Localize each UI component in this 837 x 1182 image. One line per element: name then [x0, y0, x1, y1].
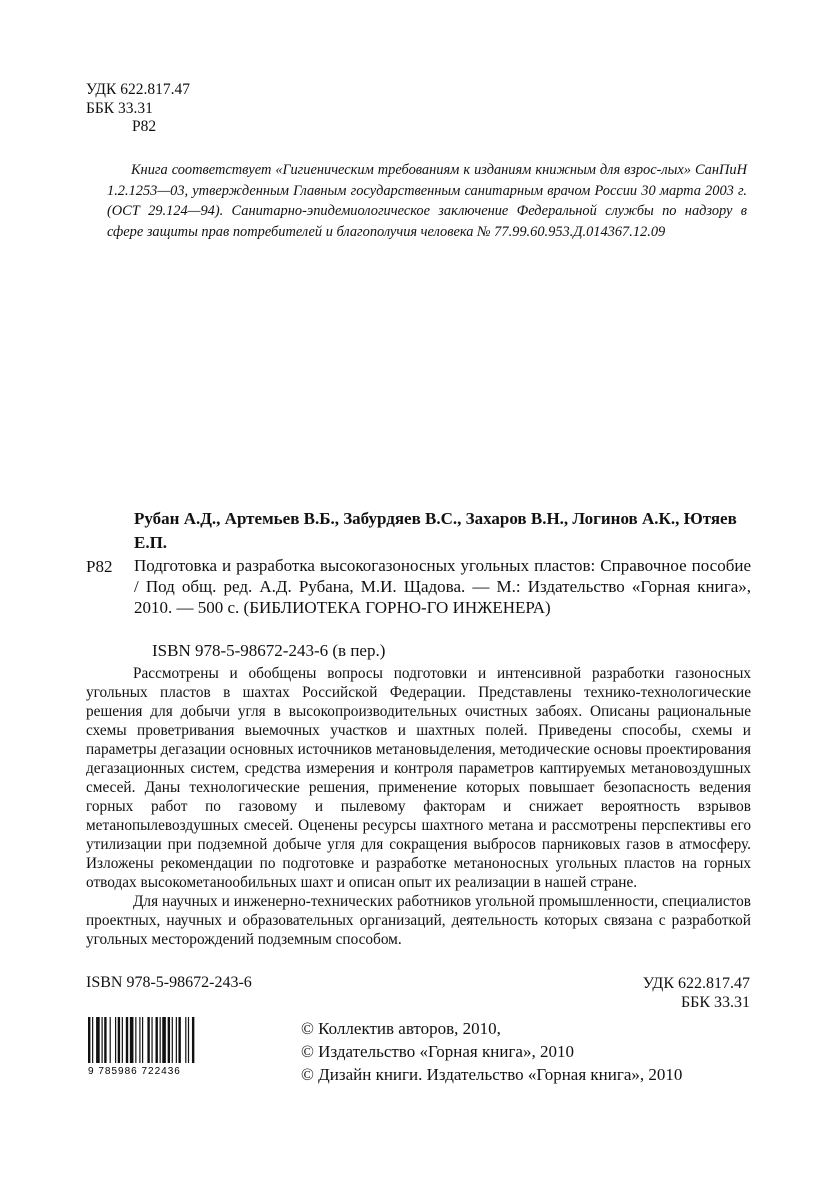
abstract: [86, 664, 751, 949]
barcode-bar: [142, 1017, 143, 1063]
authors: Рубан А.Д., Артемьев В.Б., Забурдяев В.С., Захаров В.Н., Логинов А.К., Ютяев Е.П.: [134, 509, 737, 552]
copyright-publisher: © Издательство «Горная книга», 2010: [301, 1042, 574, 1061]
barcode-bar: [115, 1017, 116, 1063]
bbk-code: ББК 33.31: [86, 99, 153, 117]
barcode-bar: [151, 1017, 152, 1063]
udk-code: УДК 622.817.47: [86, 81, 190, 98]
barcode-bar: [135, 1017, 136, 1063]
barcode: [86, 1015, 246, 1077]
barcode-bar: [104, 1017, 106, 1063]
copyright-authors: © Коллектив авторов, 2010,: [301, 1019, 501, 1038]
footer-udk: УДК 622.817.47: [642, 975, 750, 992]
barcode-bar: [160, 1017, 161, 1063]
barcode-bar: [130, 1017, 134, 1063]
abstract-paragraph-1: Рассмотрены и обобщены вопросы подготовки и интенсивной разработки газоносных угольных пластов в шахтах Российской Федерации. Представлены технико-технологические решения для добычи угля в высокопроизводительных очистных забоях. Описаны рациональные схемы проветривания выемочных участков и шахтных полей. Приведены способы, схемы и параметры дегазации основных источников метановыделения, методические основы проектирования дегазационных систем, средства измерения и контроля параметров каптируемых метановоздушных смесей. Даны технологические решения, применение которых повышает безопасность ведения горных работ по газовому и пылевому факторам и снижает вероятность взрывов метанопылевоздушных смесей. Оценены ресурсы шахтного метана и рассмотрены перспективы его утилизации при подземной добыче угля для сокращения выбросов парниковых газов в атмосферу. Изложены рекомендации по подготовке и разработке метаноносных угольных пластов на горных отводах высокометанообильных шахт и описан опыт их реализации в нашей стране.: [86, 665, 751, 891]
barcode-bar: [188, 1017, 189, 1063]
barcode-bar: [178, 1017, 180, 1063]
barcode-bar: [102, 1017, 103, 1063]
footer-bbk: ББК 33.31: [680, 994, 750, 1011]
barcode-bars: [88, 1017, 194, 1063]
author-mark-left: Р82: [86, 557, 113, 576]
barcode-bar: [185, 1017, 186, 1063]
barcode-bar: [92, 1017, 93, 1063]
barcode-bar: [139, 1017, 140, 1063]
author-mark: Р82: [132, 118, 157, 135]
barcode-bar: [122, 1017, 123, 1063]
classification-block: [86, 81, 190, 137]
barcode-bar: [156, 1017, 158, 1063]
barcode-bar: [118, 1017, 120, 1063]
barcode-bar: [147, 1017, 149, 1063]
footer-isbn: ISBN 978-5-98672-243-6: [86, 974, 252, 991]
copyright-design: © Дизайн книги. Издательство «Горная книга», 2010: [301, 1065, 683, 1084]
book-title: Подготовка и разработка высокогазоносных угольных пластов: Справочное пособие / Под общ. ред. А.Д. Рубана, М.И. Щадова. — М.: Издательство «Горная книга», 2010. — 500 с. (БИБЛИОТЕКА ГОРНО-ГО ИНЖЕНЕРА): [134, 556, 751, 617]
barcode-bar: [110, 1017, 111, 1063]
barcode-bar: [88, 1017, 90, 1063]
barcode-bar: [162, 1017, 166, 1063]
barcode-bar: [192, 1017, 194, 1063]
hygiene-notice: Книга соответствует «Гигиеническим требованиям к изданиям книжным для взрос-лых» СанПиН 1.2.1253—03, утвержденным Главным государственным санитарным врачом России 30 марта 2003 г. (ОСТ 29.124—94). Санитарно-эпидемиологическое заключение Федеральной службы по надзору в сфере защиты прав потребителей и благополучия человека № 77.99.60.953.Д.014367.12.09: [107, 162, 747, 240]
barcode-bar: [126, 1017, 128, 1063]
abstract-paragraph-2: Для научных и инженерно-технических работников угольной промышленности, специалистов проектных, научных и образовательных организаций, деятельность которых связана с разработкой угольных месторождений подземным способом.: [86, 893, 751, 948]
footer-classification: [560, 974, 750, 1012]
copyright-block: [301, 1017, 682, 1086]
book-description: [134, 555, 751, 618]
isbn-binding: ISBN 978-5-98672-243-6 (в пер.): [152, 641, 386, 660]
barcode-digits: 9 785986 722436: [88, 1066, 181, 1077]
barcode-bar: [168, 1017, 170, 1063]
barcode-bar: [96, 1017, 100, 1063]
barcode-bar: [176, 1017, 177, 1063]
barcode-bar: [172, 1017, 173, 1063]
